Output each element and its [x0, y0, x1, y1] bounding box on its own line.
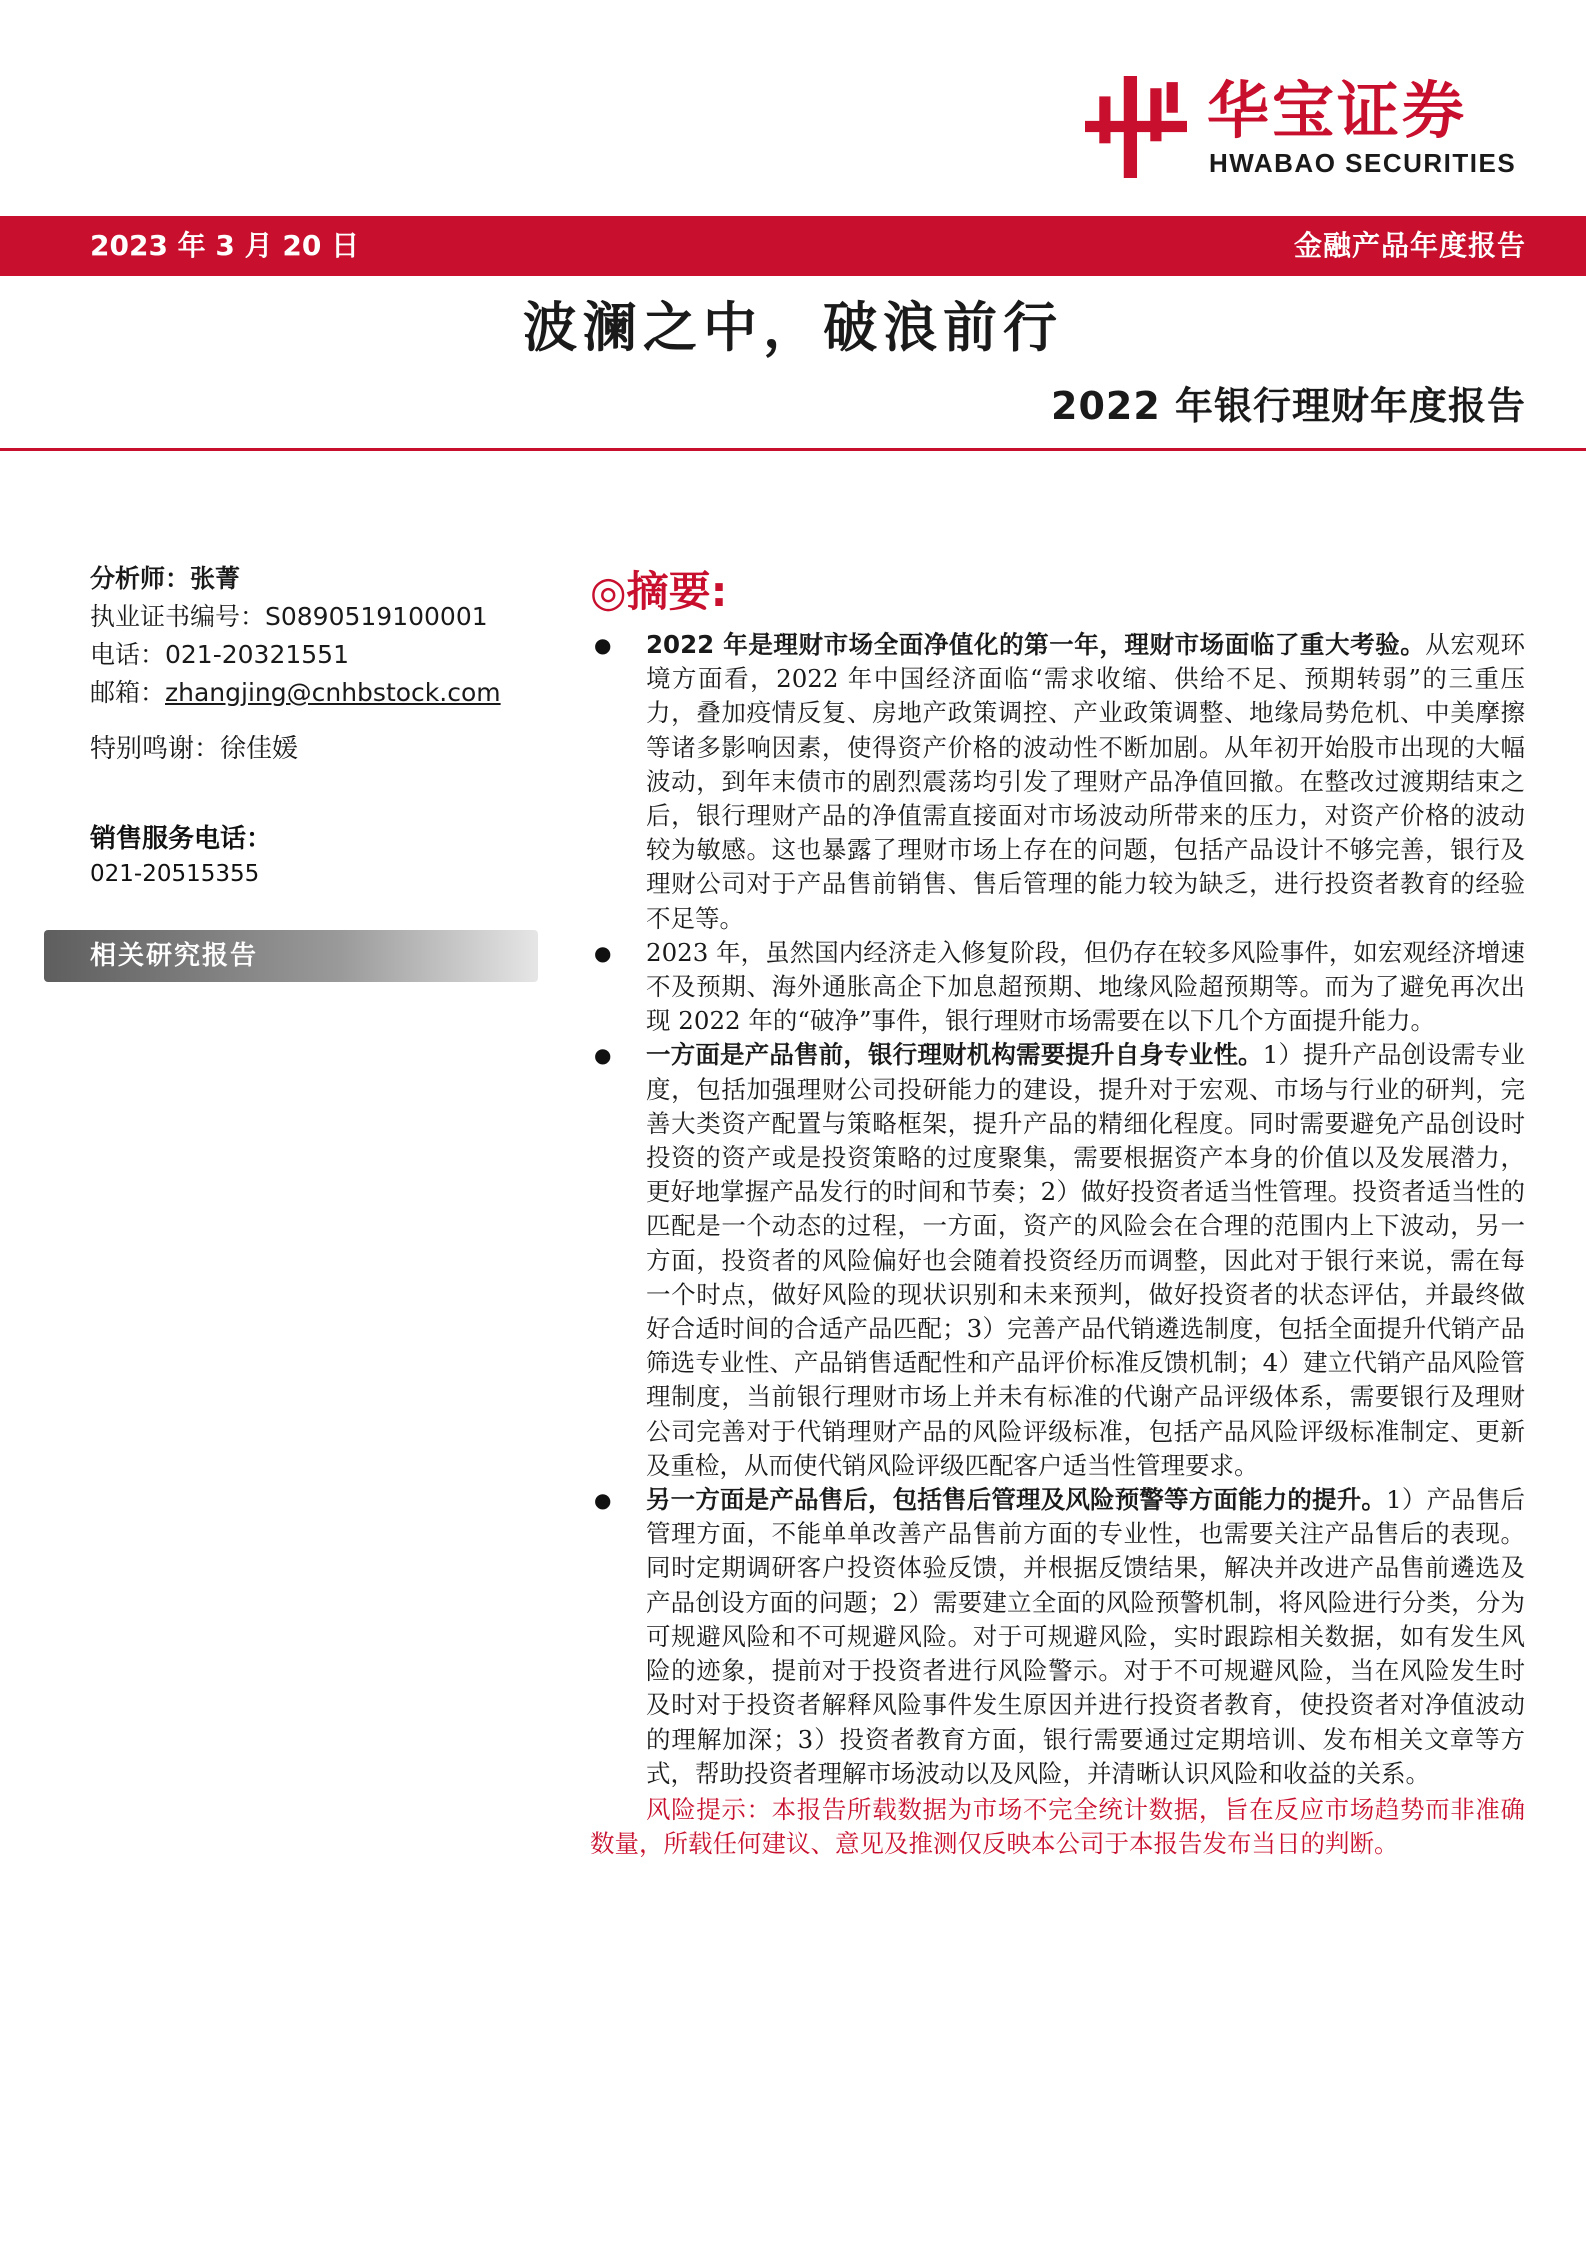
company-name-en: HWABAO SECURITIES	[1209, 148, 1517, 178]
company-name-cn: 华宝证券	[1207, 74, 1468, 147]
analyst-name-line	[90, 560, 540, 598]
abstract-body	[590, 628, 1525, 1861]
hwabao-logo-mark-icon	[1085, 76, 1187, 178]
header-band	[0, 216, 1586, 276]
filled-circle-bullet-icon: ●	[594, 633, 612, 657]
abstract-heading: ◎摘要:	[590, 567, 728, 616]
analyst-email-link[interactable]: zhangjing@cnhbstock.com	[165, 678, 501, 707]
bullet-text: 从宏观环境方面看，2022 年中国经济面临“需求收缩、供给不足、预期转弱”的三重压力，叠加疫情反复、房地产政策调控、产业政策调整、地缘局势危机、中美摩擦等诸多影响因素，使得资产价格的波动性不断加剧。从年初开始股市出现的大幅波动，到年末债市的剧烈震荡均引发了理财产品净值回撤。在整改过渡期结束之后，银行理财产品的净值需直接面对市场波动所带来的压力，对资产价格的波动较为敏感。这也暴露了理财市场上存在的问题，包括产品设计不够完善，银行及理财公司对于产品售前销售、售后管理的能力较为缺乏，进行投资者教育的经验不足等。	[646, 630, 1526, 933]
filled-circle-bullet-icon: ●	[594, 1488, 612, 1513]
bullet-lead: 2022 年是理财市场全面净值化的第一年，理财市场面临了重大考验。	[646, 630, 1426, 659]
page-title: 波澜之中，破浪前行	[523, 295, 1063, 359]
abstract-bullet	[590, 1483, 1525, 1791]
analyst-email-line	[90, 674, 540, 712]
sales-phone-label: 销售服务电话：	[90, 824, 273, 854]
analyst-label: 分析师：	[90, 564, 191, 593]
report-date: 2023 年 3 月 20 日	[90, 229, 360, 262]
filled-circle-bullet-icon: ●	[594, 1043, 612, 1068]
email-label: 邮箱：	[90, 678, 166, 707]
filled-circle-bullet-icon: ●	[594, 940, 612, 965]
title-divider	[0, 448, 1586, 451]
report-type: 金融产品年度报告	[1293, 229, 1526, 262]
company-logo	[1085, 72, 1535, 192]
sales-phone: 021-20515355	[90, 861, 260, 887]
analyst-phone: 电话：021-20321551	[90, 640, 349, 669]
analyst-name: 张菁	[190, 564, 241, 593]
abstract-bullet	[590, 936, 1525, 1039]
cert-number: 执业证书编号：S0890519100001	[90, 602, 488, 631]
abstract-bullet	[590, 1038, 1525, 1483]
risk-disclaimer: 风险提示：本报告所载数据为市场不完全统计数据，旨在反应市场趋势而非准确数量，所载任何建议、意见及推测仅反映本公司于本报告发布当日的判断。	[590, 1794, 1525, 1859]
bullet-text: 1）产品售后管理方面，不能单单改善产品售前方面的专业性，也需要关注产品售后的表现。同时定期调研客户投资体验反馈，并根据反馈结果，解决并改进产品售前遴选及产品创设方面的问题；2）需要建立全面的风险预警机制，将风险进行分类，分为可规避风险和不可规避风险。对于可规避风险，实时跟踪相关数据，如有发生风险的迹象，提前对于投资者进行风险警示。对于不可规避风险，当在风险发生时及时对于投资者解释风险事件发生原因并进行投资者教育，使投资者对净值波动的理解加深；3）投资者教育方面，银行需要通过定期培训、发布相关文章等方式，帮助投资者理解市场波动以及风险，并清晰认识风险和收益的关系。	[646, 1485, 1525, 1788]
bullet-text: 1）提升产品创设需专业度，包括加强理财公司投研能力的建设，提升对于宏观、市场与行业的研判，完善大类资产配置与策略框架，提升产品的精细化程度。同时需要避免产品创设时投资的资产或是投资策略的过度聚集，需要根据资产本身的价值以及发展潜力，更好地掌握产品发行的时间和节奏；2）做好投资者适当性管理。投资者适当性的匹配是一个动态的过程，一方面，资产的风险会在合理的范围内上下波动，另一方面，投资者的风险偏好也会随着投资经历而调整，因此对于银行来说，需在每一个时点，做好风险的现状识别和未来预判，做好投资者的状态评估，并最终做好合适时间的合适产品匹配；3）完善产品代销遴选制度，包括全面提升代销产品筛选专业性、产品销售适配性和产品评价标准反馈机制；4）建立代销产品风险管理制度，当前银行理财市场上并未有标准的代谢产品评级体系，需要银行及理财公司完善对于代销理财产品的风险评级标准，包括产品风险评级标准制定、更新及重检，从而使代销风险评级匹配客户适当性管理要求。	[646, 1040, 1525, 1480]
special-thanks: 特别鸣谢：徐佳媛	[90, 734, 299, 764]
related-reports-label: 相关研究报告	[90, 941, 259, 971]
bullet-lead: 一方面是产品售前，银行理财机构需要提升自身专业性。	[646, 1040, 1263, 1070]
abstract-bullet	[590, 628, 1525, 936]
page-subtitle: 2022 年银行理财年度报告	[1051, 384, 1526, 428]
related-reports-header	[44, 930, 538, 982]
bullet-lead: 另一方面是产品售后，包括售后管理及风险预警等方面能力的提升。	[646, 1485, 1387, 1515]
analyst-panel	[90, 560, 540, 890]
bullet-text: 2023 年，虽然国内经济走入修复阶段，但仍存在较多风险事件，如宏观经济增速不及预期、海外通胀高企下加息超预期、地缘风险超预期等。而为了避免再次出现 2022 年的“破净”事件，银行理财市场需要在以下几个方面提升能力。	[646, 937, 1525, 1036]
